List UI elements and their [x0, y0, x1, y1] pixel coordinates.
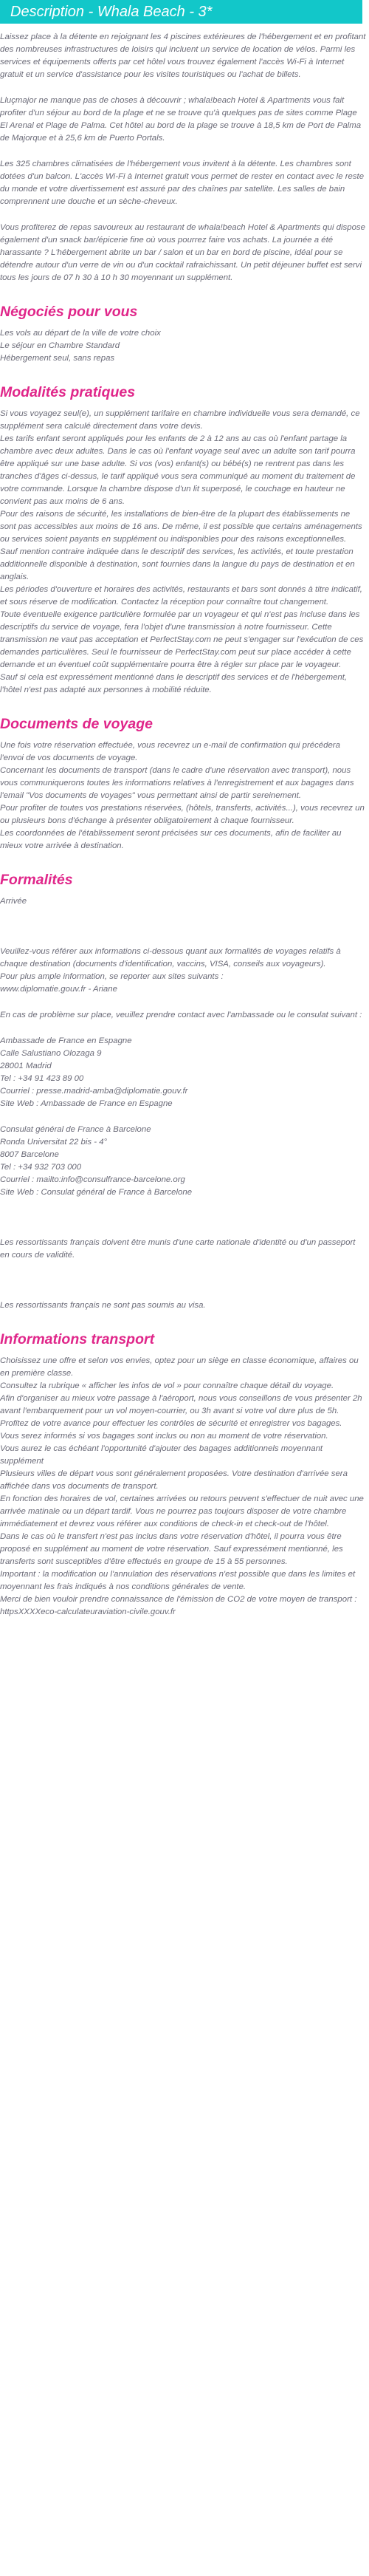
section-heading: Informations transport — [0, 1331, 155, 1347]
negocies-section — [0, 302, 366, 365]
included-item: Les vols au départ de la ville de votre choix — [0, 329, 161, 338]
transport-line: Consultez la rubrique « afficher les infos de vol » pour connaître chaque détail du voyage. — [0, 1381, 334, 1390]
description-section — [0, 31, 366, 284]
modalites-line: Les périodes d'ouverture et horaires des activités, restaurants et bars sont donnés à titre indicatif, et sous réserve de modification. Contactez la réception pour connaître tout changement. — [0, 585, 362, 607]
ambassade-line: Calle Salustiano Olozaga 9 — [0, 1049, 102, 1058]
included-item: Hébergement seul, sans repas — [0, 354, 115, 363]
visa-text: Les ressortissants français ne sont pas soumis au visa. — [0, 1301, 206, 1310]
documents-line: Les coordonnées de l'établissement seront précisées sur ces documents, afin de faciliter au mieux votre arrivée à destination. — [0, 829, 342, 850]
arrivee-label: Arrivée — [0, 897, 27, 906]
ambassade-line: 28001 Madrid — [0, 1062, 52, 1070]
section-heading: Négociés pour vous — [0, 304, 138, 320]
page-title: Description - Whala Beach - 3* — [0, 0, 362, 24]
consulat-block — [0, 1124, 366, 1199]
ambassade-website[interactable]: Site Web : Ambassade de France en Espagne — [0, 1099, 173, 1108]
transport-line: Dans le cas où le transfert n'est pas inclus dans votre réservation d'hôtel, il pourra vous être proposé en supplément au moment de votre réservation. Sauf expressément mentionné, les transferts sont susceptibles d'être effectués en groupe de 15 à 55 personnes. — [0, 1532, 343, 1566]
formalites-section — [0, 870, 366, 1312]
ambassade-line: Ambassade de France en Espagne — [0, 1036, 132, 1045]
ambassade-block — [0, 1035, 366, 1110]
section-heading: Formalités — [0, 872, 73, 888]
ambassade-email[interactable]: Courriel : presse.madrid-amba@diplomatie.gouv.fr — [0, 1087, 188, 1096]
modalites-line: Toute éventuelle exigence particulière formulée par un voyageur et qui n'est pas incluse dans les descriptifs du service de voyage, fera l'objet d'une transmission à notre fournisseur. Cette transmission ne vaut pas acceptation et PerfectStay.com ne peut s'engager sur l'exécution de ces demandes particulières. Seul le fournisseur de PerfectStay.com peut sur place accéder à cette demande et un éventuel coût supplémentaire pourra être à régler sur place par le voyageur. — [0, 610, 364, 669]
diplomatie-link[interactable]: www.diplomatie.gouv.fr - Ariane — [0, 985, 117, 994]
probleme-text: En cas de problème sur place, veuillez prendre contact avec l'ambassade ou le consulat suivant : — [0, 1011, 362, 1019]
transport-line: Vous aurez le cas échéant l'opportunité d'ajouter des bagages additionnels moyennant supplément — [0, 1444, 323, 1466]
transport-line: Plusieurs villes de départ vous sont généralement proposées. Votre destination d'arrivée sera affichée dans vos documents de transport. — [0, 1469, 348, 1491]
consulat-website[interactable]: Site Web : Consulat général de France à Barcelone — [0, 1188, 193, 1197]
consulat-email[interactable]: Courriel : mailto:info@consulfrance-barcelone.org — [0, 1175, 185, 1184]
modalites-line: Sauf si cela est expressément mentionné dans le descriptif des services et de l'hébergement, l'hôtel n'est pas adapté aux personnes à mobilité réduite. — [0, 673, 348, 694]
documents-section — [0, 714, 366, 853]
consulat-line: Tel : +34 932 703 000 — [0, 1163, 82, 1172]
description-paragraph: Les 325 chambres climatisées de l'hébergement vous invitent à la détente. Les chambres sont dotées d'un balcon. L'accès Wi-Fi à Internet gratuit vous permet de rester en contact avec le reste du monde et votre divertissement est assuré par des chaînes par satellite. Les salles de bain comprennent une douche et un sèche-cheveux. — [0, 160, 365, 206]
consulat-line: Consulat général de France à Barcelone — [0, 1125, 151, 1134]
modalites-line: Sauf mention contraire indiquée dans le descriptif des services, les activités, et toute prestation additionnelle disponible à destination, sont fournies dans la langue du pays de destination et en anglais. — [0, 547, 355, 581]
formalites-intro: Pour plus ample information, se reporter aux sites suivants : — [0, 972, 224, 981]
ambassade-line: Tel : +34 91 423 89 00 — [0, 1074, 84, 1083]
transport-line: Important : la modification ou l'annulation des réservations n'est possible que dans les limites et moyennant les frais indiqués à nos conditions générales de vente. — [0, 1570, 356, 1591]
included-item: Le séjour en Chambre Standard — [0, 341, 120, 350]
co2-link[interactable]: Merci de bien vouloir prendre connaissance de l'émission de CO2 de votre moyen de transport : httpsXXXXeco-calculateuraviation-civile.gouv.fr — [0, 1595, 357, 1616]
description-paragraph: Vous profiterez de repas savoureux au restaurant de whala!beach Hotel & Apartments qui dispose également d'un snack bar/épicerie fine où vous pourrez faire vos achats. La journée a été harassante ? L'hébergement abrite un bar / salon et un bar en bord de piscine, idéal pour se détendre autour d'un verre de vin ou d'un cocktail rafraichissant. Un petit déjeuner buffet est servi tous les jours de 07 h 30 à 10 h 30 moyennant un supplément. — [0, 223, 365, 282]
documents-line: Concernant les documents de transport (dans le cadre d'une réservation avec transport), nous vous communiquerons toutes les informations relatives à l'enregistrement et aux bagages dans l'email "Vos documents de voyages" vous permettant ainsi de partir sereinement. — [0, 766, 354, 800]
modalites-line: Si vous voyagez seul(e), un supplément tarifaire en chambre individuelle vous sera demandé, ce supplément sera calculé directement dans votre devis. — [0, 409, 360, 431]
transport-line: Afin d'organiser au mieux votre passage à l'aéroport, nous vous conseillons de vous présenter 2h avant l'embarquement pour un vol moyen-courrier, ou 3h avant si votre vol dure plus de 5h. Profitez de votre avance pour effectuer les contrôles de sécurité et enregistrer vos bagages. — [0, 1394, 362, 1428]
consulat-line: 8007 Barcelone — [0, 1150, 59, 1159]
section-heading: Documents de voyage — [0, 716, 153, 732]
ressortissants-text: Les ressortissants français doivent être munis d'une carte nationale d'identité ou d'un passeport en cours de validité. — [0, 1238, 356, 1260]
transport-line: Choisissez une offre et selon vos envies, optez pour un siège en classe économique, affaires ou en première classe. — [0, 1356, 359, 1378]
transport-line: Vous serez informés si vos bagages sont inclus ou non au moment de votre réservation. — [0, 1432, 328, 1441]
formalites-intro: Veuillez-vous référer aux informations ci-dessous quant aux formalités de voyages relatifs à chaque destination (documents d'identification, vaccins, VISA, conseils aux voyageurs). — [0, 947, 341, 968]
modalites-line: Pour des raisons de sécurité, les installations de bien-être de la plupart des établissements ne sont pas accessibles aux moins de 16 ans. De même, il est possible que certains aménagements ou services soient payants en supplément ou indisponibles pour des raisons exceptionnelles. — [0, 510, 362, 544]
transport-section — [0, 1330, 366, 1619]
description-paragraph: Laissez place à la détente en rejoignant les 4 piscines extérieures de l'hébergement et en profitant des nombreuses infrastructures de loisirs qui incluent un service de location de vélos. Parmi les services et équipements offerts par cet hôtel vous trouvez également l'accès Wi-Fi à Internet gratuit et un service d'assistance pour les visites touristiques ou l'achat de billets. — [0, 33, 366, 79]
description-paragraph: Lluçmajor ne manque pas de choses à découvrir ; whala!beach Hotel & Apartments vous fait profiter d'un séjour au bord de la plage et ne se trouve qu'à quelques pas de sites comme Plage El Arenal et Plage de Palma. Cet hôtel au bord de la plage se trouve à 18,5 km de Port de Palma de Majorque et à 25,6 km de Puerto Portals. — [0, 96, 362, 143]
modalites-line: Les tarifs enfant seront appliqués pour les enfants de 2 à 12 ans au cas où l'enfant partage la chambre avec deux adultes. Dans le cas où l'enfant voyage seul avec un adulte son tarif pourra être appliqué sur une base adulte. Si vos (vos) enfant(s) ou bébé(s) ne rentrent pas dans les tranches d'âges ci-dessus, le tarif appliqué vous sera communiqué au moment du traitement de votre commande. Lorsque la chambre dispose d'un lit superposé, le couchage en hauteur ne convient pas aux moins de 6 ans. — [0, 434, 356, 506]
documents-line: Pour profiter de toutes vos prestations réservées, (hôtels, transferts, activités...), vous recevrez un ou plusieurs bons d'échange à présenter obligatoirement à chaque fournisseur. — [0, 804, 365, 825]
consulat-line: Ronda Universitat 22 bis - 4° — [0, 1138, 108, 1147]
modalites-section — [0, 383, 366, 697]
section-heading: Modalités pratiques — [0, 384, 136, 400]
transport-line: En fonction des horaires de vol, certaines arrivées ou retours peuvent s'effectuer de nuit avec une arrivée matinale ou un départ tardif. Vous ne pourrez pas toujours disposer de votre chambre immédiatement et devrez vous référer aux conditions de check-in et check-out de l'hôtel. — [0, 1494, 364, 1528]
documents-line: Une fois votre réservation effectuée, vous recevrez un e-mail de confirmation qui précédera l'envoi de vos documents de voyage. — [0, 741, 340, 762]
